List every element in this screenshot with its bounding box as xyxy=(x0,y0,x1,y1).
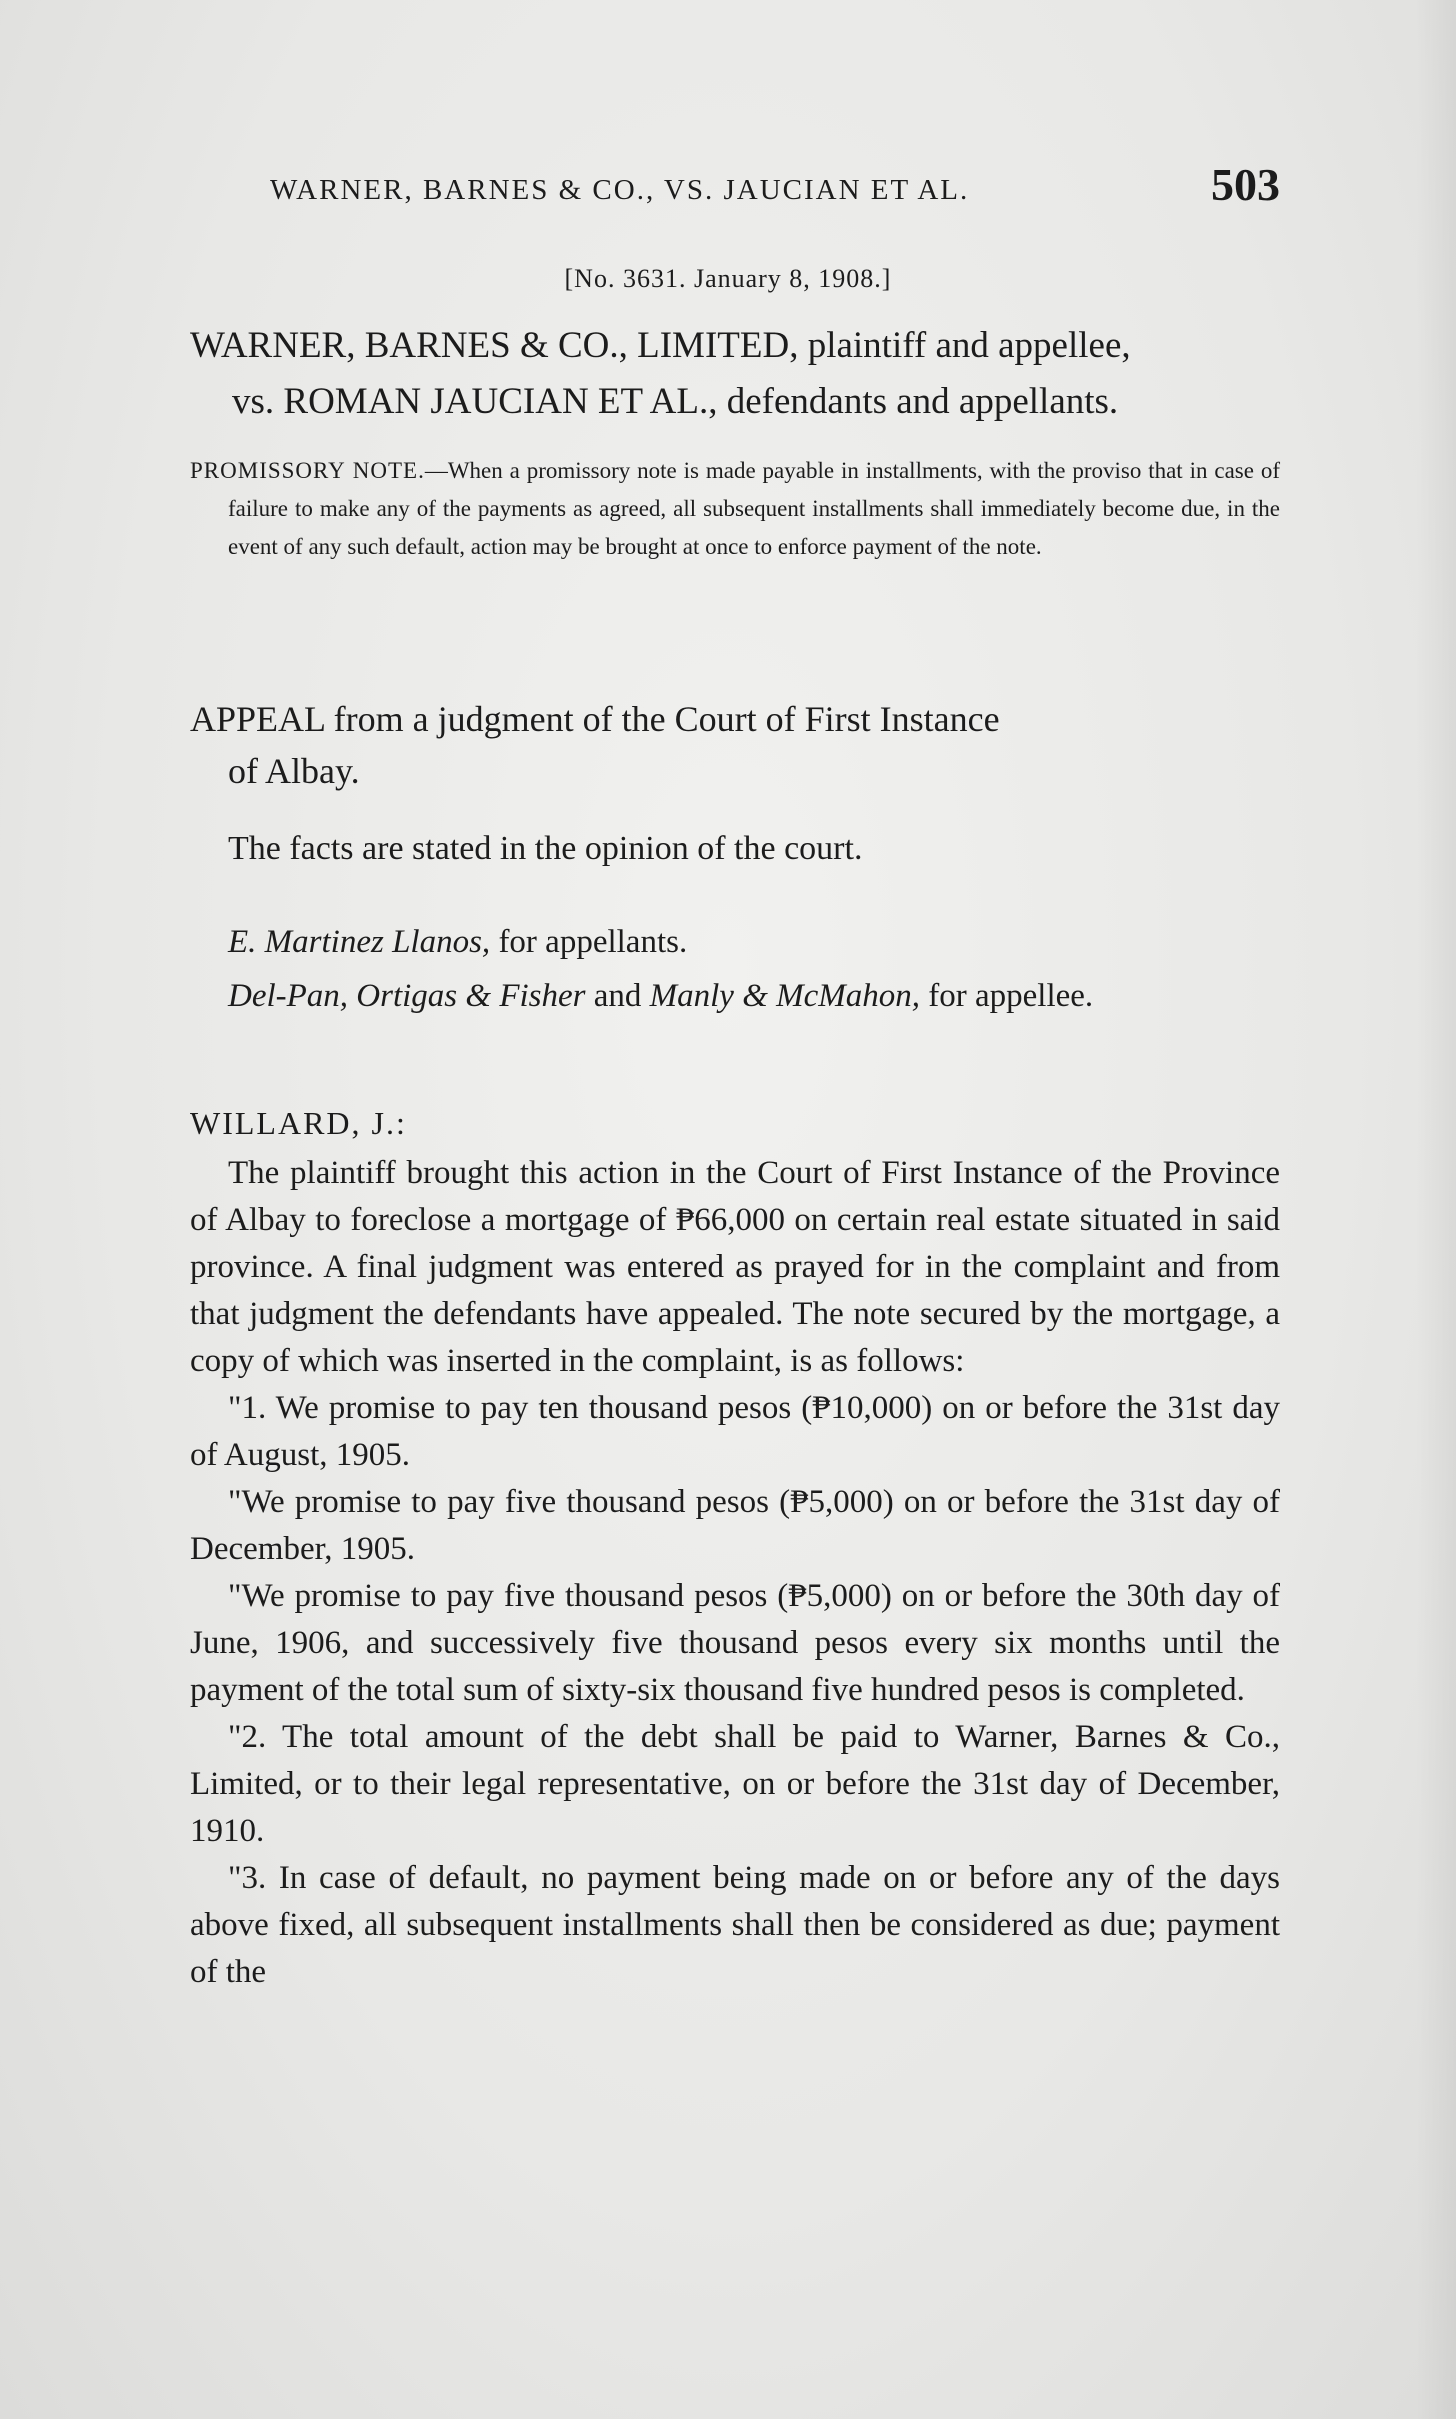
opinion-body xyxy=(190,1150,1280,1996)
appellants-role: for appellants. xyxy=(498,924,688,960)
parties-line-2: vs. ROMAN JAUCIAN ET AL., defendants and appellants. xyxy=(232,381,1119,422)
docket-line: [No. 3631. January 8, 1908.] xyxy=(564,264,892,293)
counsel-block xyxy=(190,915,1280,1023)
case-parties xyxy=(190,318,1280,430)
appeal-statement xyxy=(190,693,1280,797)
appellants-counsel xyxy=(190,915,1280,969)
appellee-counsel-name-1: Del-Pan, Ortigas & Fisher xyxy=(228,978,586,1014)
facts-statement: The facts are stated in the opinion of the court. xyxy=(228,830,863,867)
appellee-counsel xyxy=(190,969,1280,1023)
appellee-counsel-name-2: Manly & McMahon, xyxy=(649,978,920,1014)
appellants-counsel-name: E. Martinez Llanos, xyxy=(228,924,491,960)
running-head xyxy=(270,158,1280,218)
opinion-paragraph: "1. We promise to pay ten thousand pesos (₱10,000) on or before the 31st day of August, 1905. xyxy=(190,1390,1280,1473)
syllabus xyxy=(190,452,1280,566)
opinion-paragraph: "We promise to pay five thousand pesos (₱5,000) on or before the 31st day of December, 1905. xyxy=(190,1484,1280,1567)
page-edge-shadow xyxy=(1416,0,1456,2419)
opinion-paragraph: The plaintiff brought this action in the Court of First Instance of the Province of Albay to foreclose a mortgage of ₱66,000 on certain real estate situated in said province. A final judgment was entered as prayed for in the complaint and from that judgment the defendants have appealed. The note secured by the mortgage, a copy of which was inserted in the complaint, is as follows: xyxy=(190,1155,1280,1379)
appeal-line-2: of Albay. xyxy=(228,751,360,791)
syllabus-text: —When a promissory note is made payable in installments, with the proviso that in case of failure to make any of the payments as agreed, all subsequent installments shall immediately become due, in the event of any such default, action may be brought at once to enforce payment of the note. xyxy=(228,458,1280,559)
syllabus-body xyxy=(190,452,1280,566)
opinion-paragraph: "2. The total amount of the debt shall be paid to Warner, Barnes & Co., Limited, or to their legal representative, on or before the 31st day of December, 1910. xyxy=(190,1719,1280,1849)
page-number: 503 xyxy=(1211,159,1280,210)
opinion-paragraph: "We promise to pay five thousand pesos (₱5,000) on or before the 30th day of June, 1906, and successively five thousand pesos every six months until the payment of the total sum of sixty-six thousand five hundred pesos is completed. xyxy=(190,1578,1280,1708)
appellee-role: for appellee. xyxy=(928,978,1094,1014)
parties-line-1: WARNER, BARNES & CO., LIMITED, plaintiff and appellee, xyxy=(190,325,1131,366)
syllabus-heading: PROMISSORY NOTE. xyxy=(190,458,425,483)
running-head-title: WARNER, BARNES & CO., VS. JAUCIAN ET AL. xyxy=(270,174,970,206)
appellee-counsel-and: and xyxy=(593,978,642,1014)
appeal-line-1: APPEAL from a judgment of the Court of First Instance xyxy=(190,699,1000,739)
opinion-paragraph: "3. In case of default, no payment being made on or before any of the days above fixed, all subsequent installments shall then be considered as due; payment of the xyxy=(190,1860,1280,1990)
judge-name: WILLARD, J.: xyxy=(190,1105,407,1141)
